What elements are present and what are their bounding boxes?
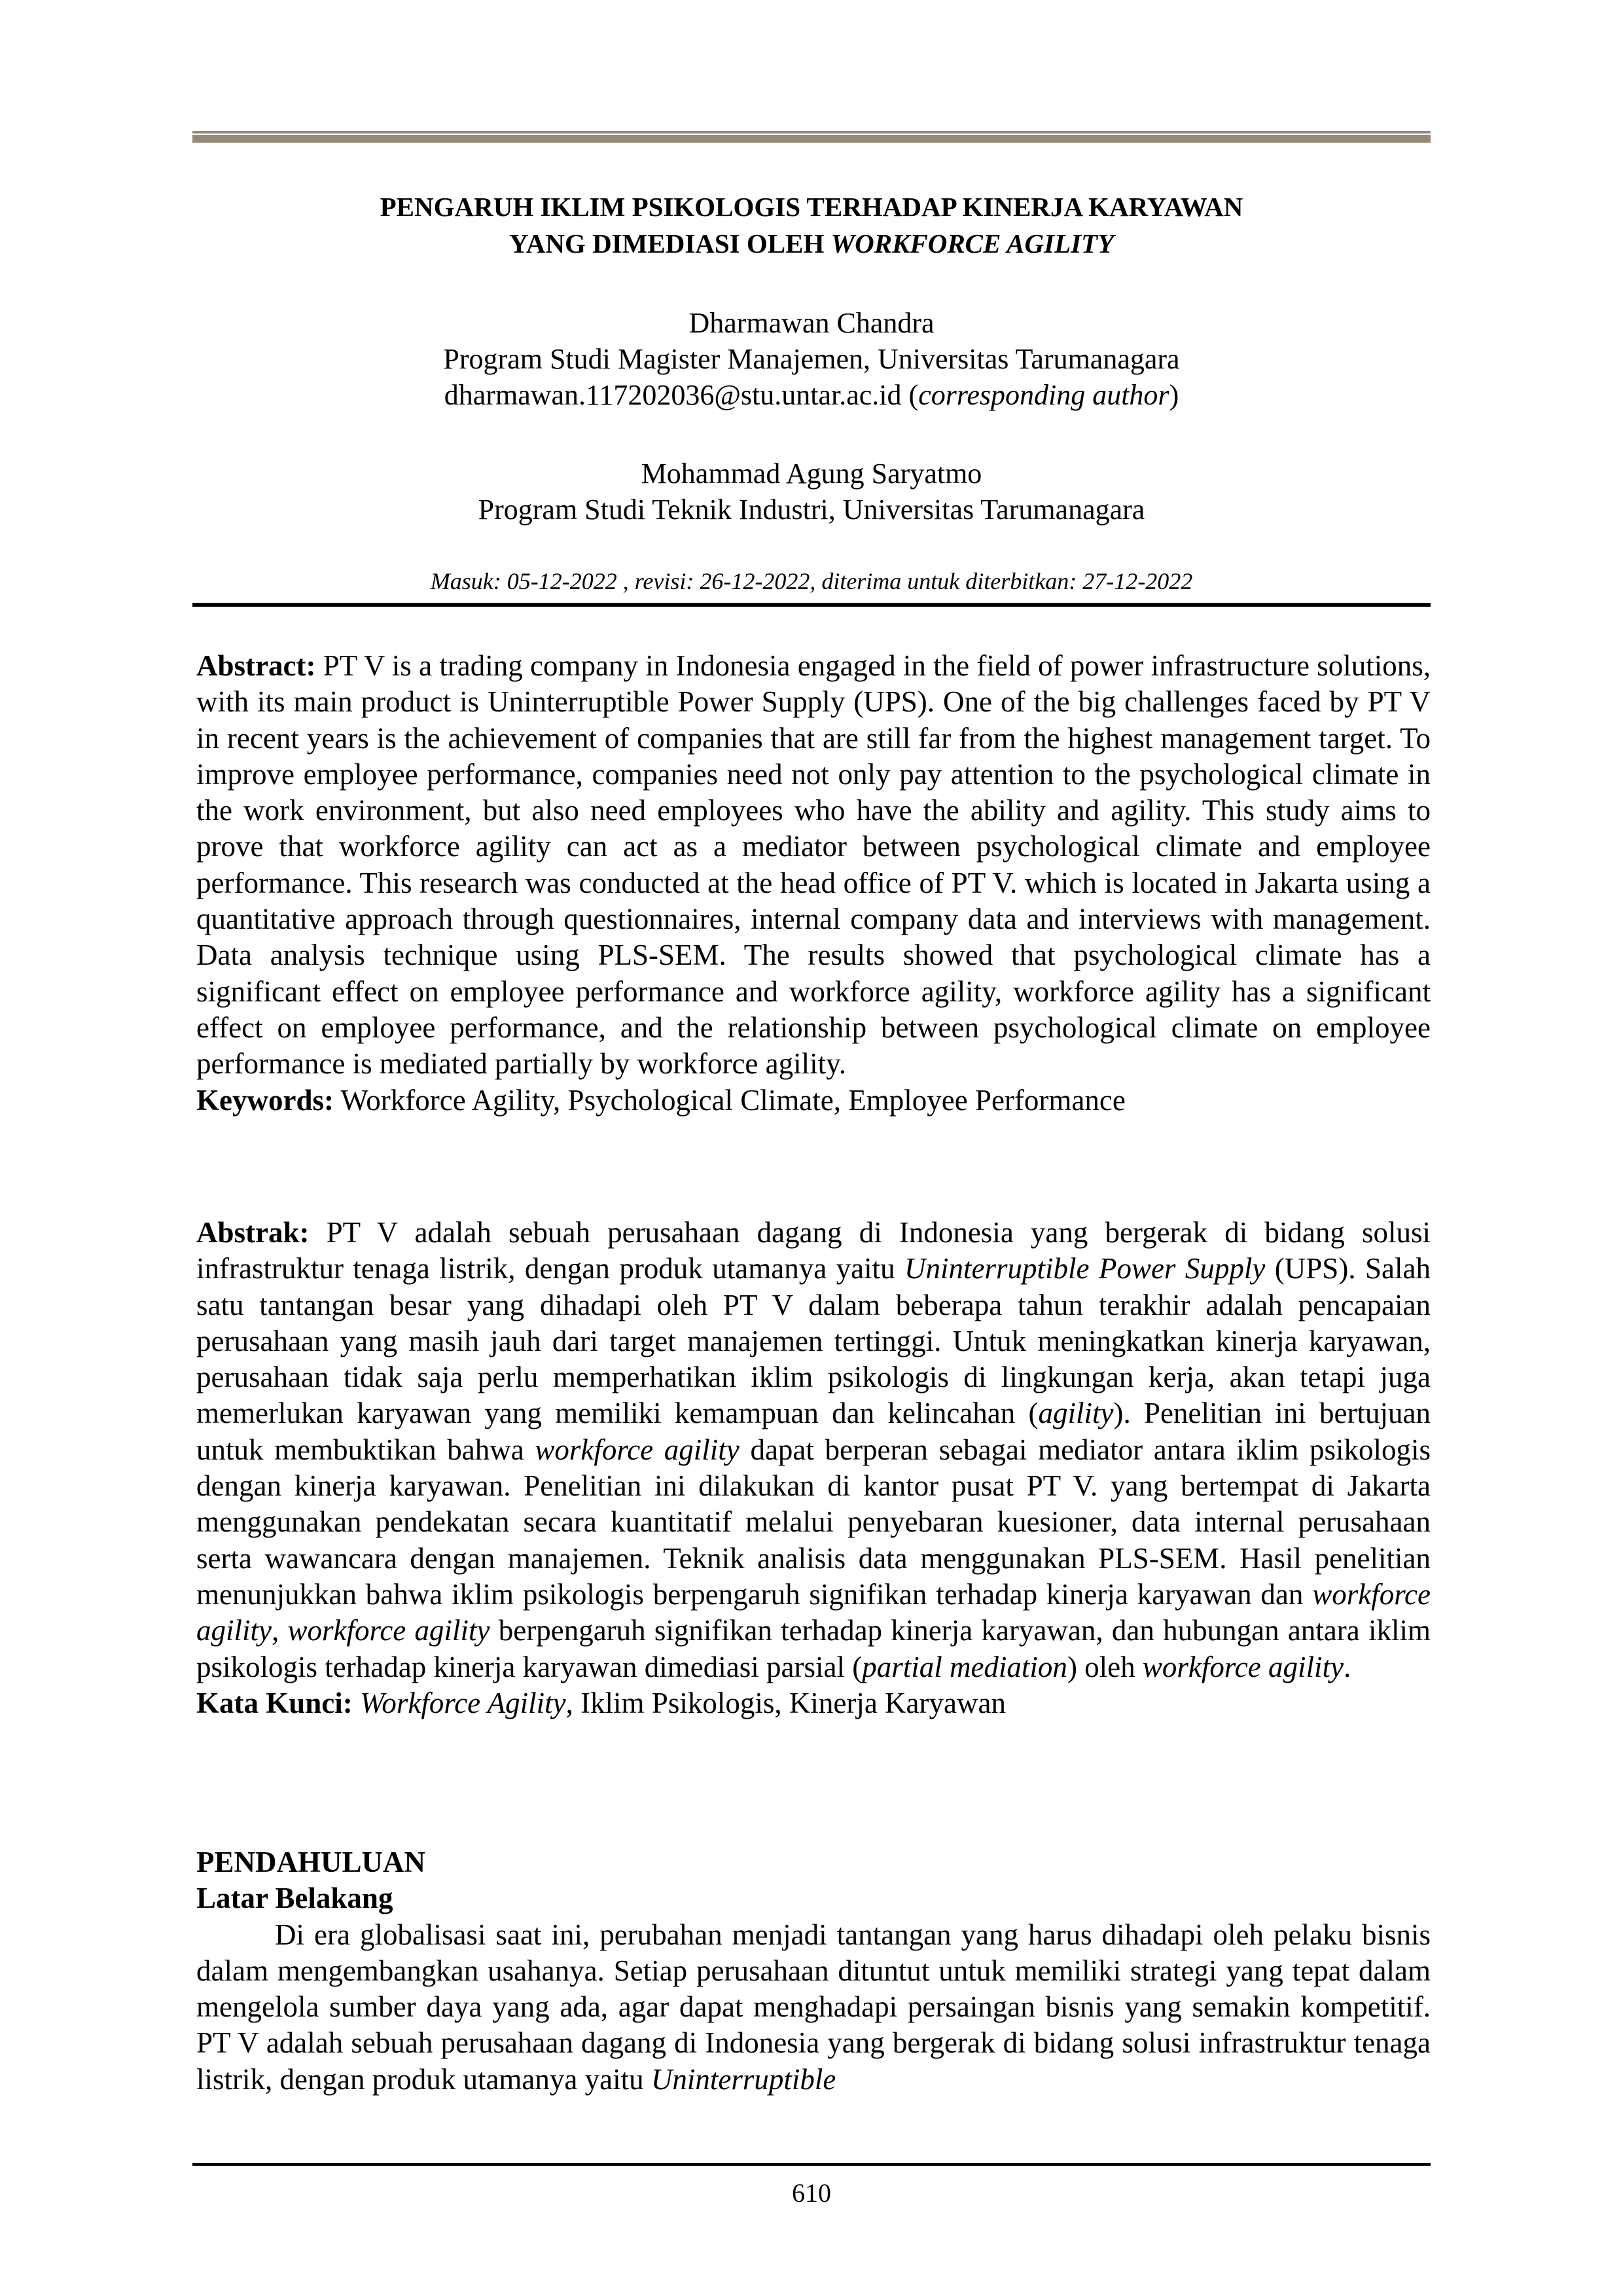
paper-title	[192, 188, 1431, 262]
author-email-line: dharmawan.117202036@stu.untar.ac.id (corresponding author)	[444, 379, 1179, 411]
author-affiliation: Program Studi Teknik Industri, Universitas Tarumanagara	[478, 493, 1145, 526]
abstrak-body: Abstrak: PT V adalah sebuah perusahaan dagang di Indonesia yang bergerak di bidang solusi infrastruktur tenaga listrik, dengan produk utamanya yaitu Uninterruptible Power Supply (UPS). Salah satu tantangan besar yang dihadapi oleh PT V dalam beberapa tahun terakhir adalah pencapaian perusahaan yang masih jauh dari target manajemen tertinggi. Untuk meningkatkan kinerja karyawan, perusahaan tidak saja perlu memperhatikan iklim psikologis di lingkungan kerja, akan tetapi juga memerlukan karyawan yang memiliki kemampuan dan kelincahan (agility). Penelitian ini bertujuan untuk membuktikan bahwa workforce agility dapat berperan sebagai mediator antara iklim psikologis dengan kinerja karyawan. Penelitian ini dilakukan di kantor pusat PT V. yang bertempat di Jakarta menggunakan pendekatan secara kuantitatif melalui penyebaran kuesioner, data internal perusahaan serta wawancara dengan manajemen. Teknik analisis data menggunakan PLS-SEM. Hasil penelitian menunjukkan bahwa iklim psikologis berpengaruh signifikan terhadap kinerja karyawan dan workforce agility, workforce agility berpengaruh signifikan terhadap kinerja karyawan, dan hubungan antara iklim psikologis terhadap kinerja karyawan dimediasi parsial (partial mediation) oleh workforce agility.	[196, 1216, 1431, 1683]
keywords-label: Keywords:	[196, 1083, 334, 1117]
author-1	[192, 305, 1431, 413]
author-name: Dharmawan Chandra	[688, 307, 935, 339]
body-paragraph: Di era globalisasi saat ini, perubahan menjadi tantangan yang harus dihadapi oleh pelaku bisnis dalam mengembangkan usahanya. Setiap perusahaan dituntut untuk memiliki strategi yang tepat dalam mengelola sumber daya yang ada, agar dapat menghadapi persaingan bisnis yang semakin kompetitif. PT V adalah sebuah perusahaan dagang di Indonesia yang bergerak di bidang solusi infrastruktur tenaga listrik, dengan produk utamanya yaitu Uninterruptible	[196, 1918, 1431, 2096]
page-number: 610	[792, 2178, 831, 2208]
title-line-1: PENGARUH IKLIM PSIKOLOGIS TERHADAP KINERJA KARYAWAN	[380, 192, 1243, 222]
header-rule-thick	[192, 135, 1431, 143]
abstract-label: Abstract:	[196, 649, 316, 682]
kata-kunci-label: Kata Kunci:	[196, 1686, 353, 1719]
kata-kunci: Kata Kunci: Workforce Agility, Iklim Psikologis, Kinerja Karyawan	[196, 1686, 1006, 1719]
author-2	[192, 456, 1431, 528]
author-affiliation: Program Studi Magister Manajemen, Universitas Tarumanagara	[443, 343, 1180, 375]
abstract-english	[196, 648, 1431, 1119]
abstract-indonesian	[196, 1215, 1431, 1721]
author-email[interactable]: dharmawan.117202036@stu.untar.ac.id	[444, 379, 902, 411]
footer-rule	[192, 2163, 1431, 2166]
header-rule-thin	[192, 131, 1431, 134]
title-italic-term: WORKFORCE AGILITY	[830, 228, 1115, 259]
abstract-body	[196, 648, 1431, 1083]
corresponding-note: corresponding author	[918, 379, 1169, 411]
submission-dates: Masuk: 05-12-2022 , revisi: 26-12-2022, diterima untuk diterbitkan: 27-12-2022	[430, 568, 1193, 594]
abstrak-label: Abstrak:	[196, 1216, 310, 1249]
subsection-heading: Latar Belakang	[196, 1882, 393, 1915]
section-pendahuluan	[196, 1844, 1431, 2098]
title-line-2: YANG DIMEDIASI OLEH WORKFORCE AGILITY	[508, 228, 1115, 259]
header-divider	[192, 603, 1431, 607]
keywords	[196, 1083, 1431, 1119]
keywords-text: Workforce Agility, Psychological Climate, Employee Performance	[333, 1083, 1126, 1117]
abstract-text: PT V is a trading company in Indonesia engaged in the field of power infrastructure solutions, with its main product is Uninterruptible Power Supply (UPS). One of the big challenges faced by PT V in recent years is the achievement of companies that are still far from the highest management target. To improve employee performance, companies need not only pay attention to the psychological climate in the work environment, but also need employees who have the ability and agility. This study aims to prove that workforce agility can act as a mediator between psychological climate and employee performance. This research was conducted at the head office of PT V. which is located in Jakarta using a quantitative approach through questionnaires, internal company data and interviews with management. Data analysis technique using PLS-SEM. The results showed that psychological climate has a significant effect on employee performance and workforce agility, workforce agility has a significant effect on employee performance, and the relationship between psychological climate on employee performance is mediated partially by workforce agility.	[196, 649, 1431, 1081]
section-heading: PENDAHULUAN	[196, 1846, 426, 1878]
author-name: Mohammad Agung Saryatmo	[641, 457, 982, 490]
